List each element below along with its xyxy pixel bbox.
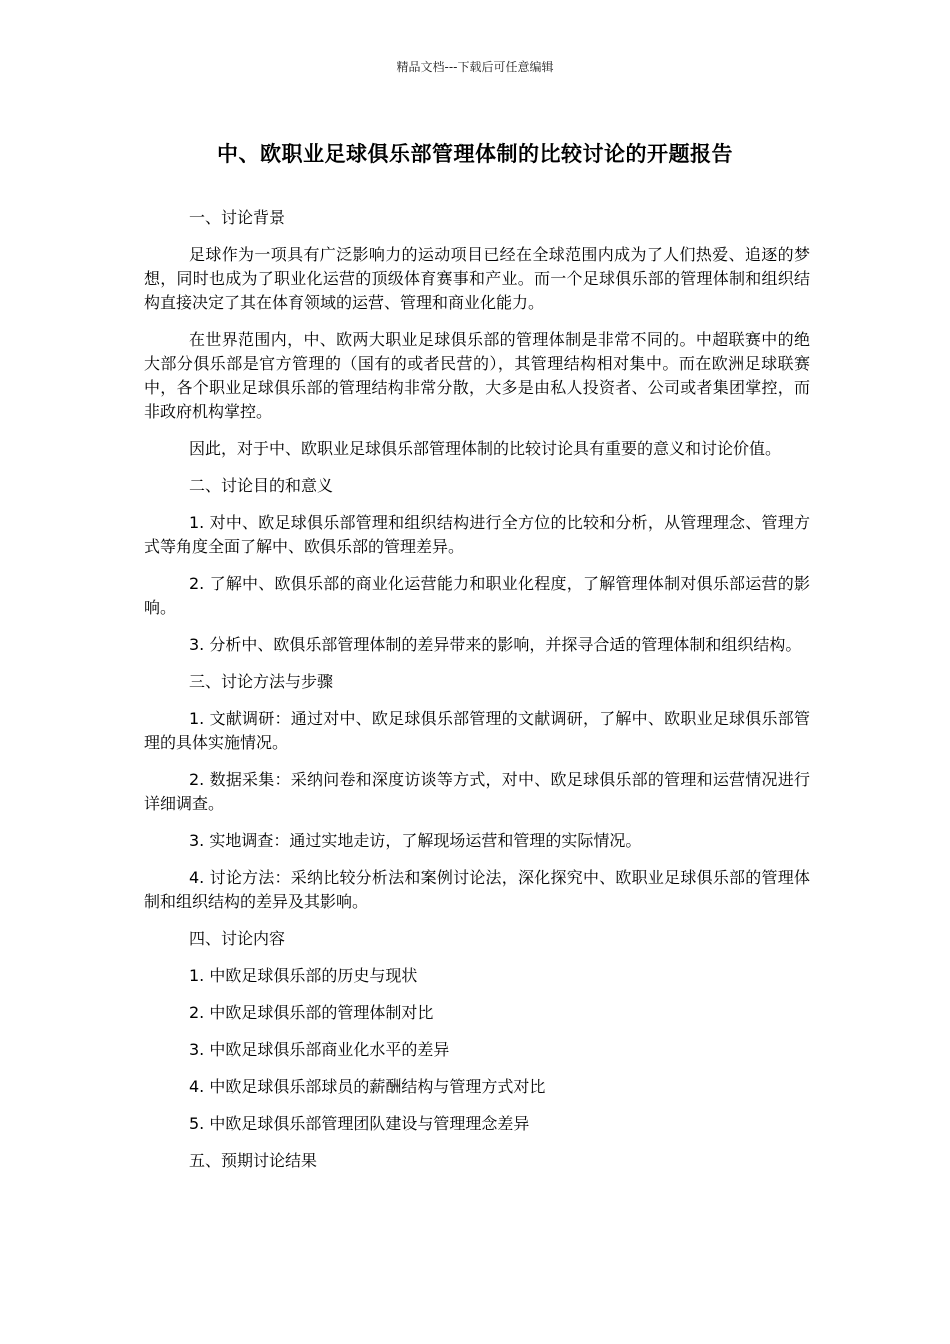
list-item-purpose-1: 1. 对中、欧足球俱乐部管理和组织结构进行全方位的比较和分析，从管理理念、管理方式等角度全面了解中、欧俱乐部的管理差异。 [144, 513, 810, 556]
list-item-content-2: 2. 中欧足球俱乐部的管理体制对比 [189, 1003, 434, 1022]
section-heading-background: 一、讨论背景 [189, 208, 286, 227]
section-heading-purpose: 二、讨论目的和意义 [189, 476, 334, 495]
list-item-method-1: 1. 文献调研：通过对中、欧足球俱乐部管理的文献调研，了解中、欧职业足球俱乐部管理的具体实施情况。 [144, 709, 810, 752]
section-heading-expected: 五、预期讨论结果 [189, 1151, 318, 1170]
list-item-content-3: 3. 中欧足球俱乐部商业化水平的差异 [189, 1040, 450, 1059]
list-item-method-3: 3. 实地调查：通过实地走访，了解现场运营和管理的实际情况。 [189, 831, 642, 850]
list-item-purpose-3: 3. 分析中、欧俱乐部管理体制的差异带来的影响，并探寻合适的管理体制和组织结构。 [189, 635, 802, 654]
list-item-method-4: 4. 讨论方法：采纳比较分析法和案例讨论法，深化探究中、欧职业足球俱乐部的管理体制和组织结构的差异及其影响。 [144, 868, 810, 911]
header-note: 精品文档---下载后可任意编辑 [396, 60, 554, 74]
document-title: 中、欧职业足球俱乐部管理体制的比较讨论的开题报告 [217, 142, 733, 166]
paragraph-background-3: 因此，对于中、欧职业足球俱乐部管理体制的比较讨论具有重要的意义和讨论价值。 [189, 439, 782, 458]
list-item-content-1: 1. 中欧足球俱乐部的历史与现状 [189, 966, 418, 985]
list-item-content-5: 5. 中欧足球俱乐部管理团队建设与管理理念差异 [189, 1114, 530, 1133]
paragraph-background-2: 在世界范围内，中、欧两大职业足球俱乐部的管理体制是非常不同的。中超联赛中的绝大部分俱乐部是官方管理的（国有的或者民营的），其管理结构相对集中。而在欧洲足球联赛中，各个职业足球俱乐部的管理结构非常分散，大多是由私人投资者、公司或者集团掌控，而非政府机构掌控。 [144, 330, 810, 421]
document-body [144, 206, 810, 1186]
list-item-method-2: 2. 数据采集：采纳问卷和深度访谈等方式，对中、欧足球俱乐部的管理和运营情况进行详细调查。 [144, 770, 810, 813]
list-item-purpose-2: 2. 了解中、欧俱乐部的商业化运营能力和职业化程度，了解管理体制对俱乐部运营的影响。 [144, 574, 810, 617]
section-heading-method: 三、讨论方法与步骤 [189, 672, 334, 691]
list-item-content-4: 4. 中欧足球俱乐部球员的薪酬结构与管理方式对比 [189, 1077, 546, 1096]
section-heading-content: 四、讨论内容 [189, 929, 286, 948]
paragraph-background-1: 足球作为一项具有广泛影响力的运动项目已经在全球范围内成为了人们热爱、追逐的梦想，同时也成为了职业化运营的顶级体育赛事和产业。而一个足球俱乐部的管理体制和组织结构直接决定了其在体育领域的运营、管理和商业化能力。 [144, 245, 810, 312]
